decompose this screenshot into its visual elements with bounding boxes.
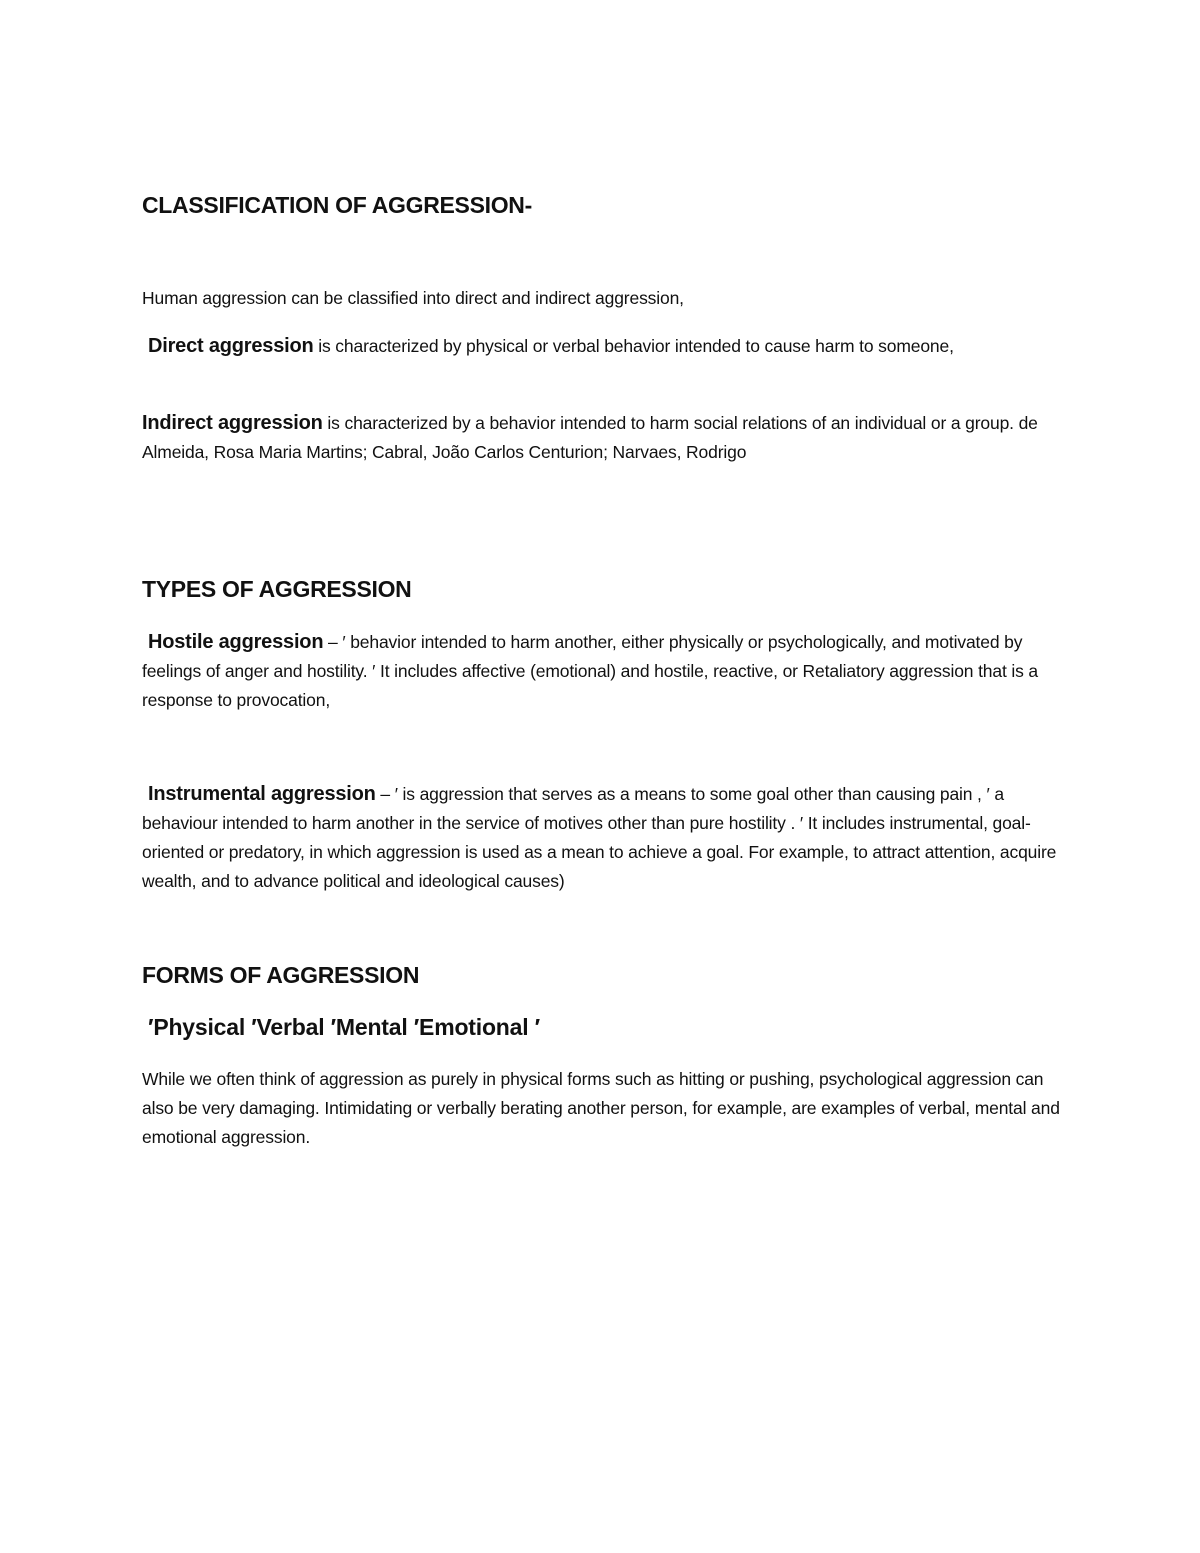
- forms-list: ′Physical ′Verbal ′Mental ′Emotional ′: [148, 1014, 540, 1040]
- indirect-aggression-term: Indirect aggression: [142, 412, 323, 434]
- hostile-aggression-paragraph: [142, 628, 1062, 715]
- instrumental-aggression-text: – ′ is aggression that serves as a means to some goal other than causing pain , ′ a behaviour intended to harm another in the service of motives other than pure hostility . ′ It includes instrumental, goal-oriented or predatory, in which aggression is used as a mean to achieve a goal. For example, to attract attention, acquire wealth, and to advance political and ideological causes): [142, 784, 1057, 891]
- classification-intro: Human aggression can be classified into direct and indirect aggression,: [142, 288, 684, 308]
- forms-body-paragraph: While we often think of aggression as purely in physical forms such as hitting or pushing, psychological aggression can also be very damaging. Intimidating or verbally berating another person, for example, are examples of verbal, mental and emotional aggression.: [142, 1069, 1060, 1147]
- instrumental-aggression-paragraph: [142, 780, 1062, 896]
- types-heading: TYPES OF AGGRESSION: [142, 576, 412, 602]
- indirect-aggression-paragraph: [142, 409, 1062, 467]
- hostile-aggression-text: – ′ behavior intended to harm another, either physically or psychologically, and motivated by feelings of anger and hostility. ′ It includes affective (emotional) and hostile, reactive, or Retaliatory aggression that is a response to provocation,: [142, 632, 1039, 710]
- forms-heading: FORMS OF AGGRESSION: [142, 962, 420, 988]
- hostile-aggression-term: Hostile aggression: [148, 631, 324, 653]
- instrumental-aggression-term: Instrumental aggression: [148, 783, 376, 805]
- classification-heading: CLASSIFICATION OF AGGRESSION-: [142, 192, 532, 218]
- direct-aggression-term: Direct aggression: [148, 335, 314, 357]
- direct-aggression-paragraph: [142, 332, 1062, 361]
- direct-aggression-text: is characterized by physical or verbal behavior intended to cause harm to someone,: [313, 336, 954, 356]
- indirect-aggression-text: is characterized by a behavior intended to harm social relations of an individual or a group. de Almeida, Rosa Maria Martins; Cabral, João Carlos Centurion; Narvaes, Rodrigo: [142, 413, 1038, 462]
